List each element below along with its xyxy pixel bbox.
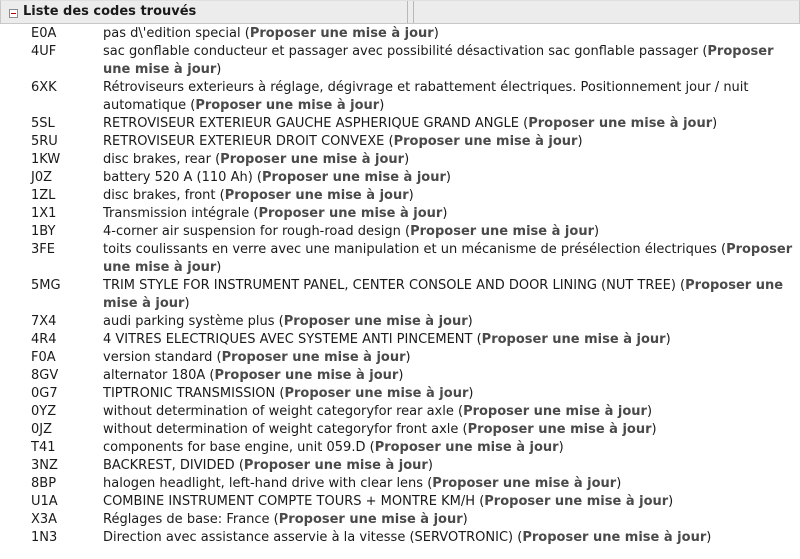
option-description: audi parking système plus: [103, 314, 275, 329]
list-item: [0, 133, 800, 151]
propose-update-link[interactable]: Proposer une mise à jour: [463, 404, 647, 419]
header-divider: [407, 1, 408, 23]
option-code: J0Z: [31, 170, 53, 185]
panel-title: Liste des codes trouvés: [23, 4, 197, 19]
option-description: battery 520 A (110 Ah): [103, 170, 253, 185]
list-item: [0, 115, 800, 133]
option-description-cell: TRIM STYLE FOR INSTRUMENT PANEL, CENTER CONSOLE AND DOOR LINING (NUT TREE) (Proposer une mise à jour): [103, 278, 784, 311]
option-code: 1BY: [31, 224, 56, 239]
option-code: F0A: [31, 350, 56, 365]
option-code: 4R4: [31, 332, 57, 347]
option-description: without determination of weight categoryfor front axle: [103, 422, 459, 437]
propose-update-link[interactable]: Proposer une mise à jour: [283, 314, 468, 329]
list-item: [0, 511, 800, 529]
list-item: [0, 349, 800, 367]
option-description: pas d\'edition special: [103, 26, 241, 41]
propose-update-link[interactable]: Proposer une mise à jour: [262, 170, 446, 185]
option-description-cell: halogen headlight, left-hand drive with clear lens (Proposer une mise à jour): [103, 476, 622, 491]
propose-update-link[interactable]: Proposer une mise à jour: [224, 188, 409, 203]
option-code: 3NZ: [31, 458, 58, 473]
header-divider: [413, 1, 414, 23]
option-description-cell: audi parking système plus (Proposer une mise à jour): [103, 314, 473, 329]
option-description: 4 VITRES ELECTRIQUES AVEC SYSTEME ANTI PINCEMENT: [103, 332, 473, 347]
option-description-cell: toits coulissants en verre avec une manipulation et un mécanisme de présélection électriques (Proposer une mise à jour): [103, 242, 793, 275]
list-item: [0, 43, 800, 79]
option-code: 8BP: [31, 476, 57, 491]
list-item: [0, 169, 800, 187]
list-item: [0, 241, 800, 277]
option-code: 1N3: [31, 530, 58, 545]
list-item: [0, 331, 800, 349]
propose-update-link[interactable]: Proposer une mise à jour: [103, 44, 774, 77]
propose-update-link[interactable]: Proposer une mise à jour: [432, 476, 617, 491]
option-code: 3FE: [31, 242, 55, 257]
option-description-cell: sac gonflable conducteur et passager avec possibilité désactivation sac gonflable passager (Proposer une mise à jour): [103, 44, 774, 77]
propose-update-link[interactable]: Proposer une mise à jour: [467, 422, 652, 437]
option-code: 1KW: [31, 152, 61, 167]
option-code: 0JZ: [31, 422, 53, 437]
list-item: [0, 25, 800, 43]
option-description: halogen headlight, left-hand drive with clear lens: [103, 476, 424, 491]
list-item: [0, 223, 800, 241]
option-description-cell: battery 520 A (110 Ah) (Proposer une mise à jour): [103, 170, 451, 185]
propose-update-link[interactable]: Proposer une mise à jour: [484, 494, 669, 509]
option-description-cell: version standard (Proposer une mise à jour): [103, 350, 411, 365]
option-description: Rétroviseurs exterieurs à réglage, dégivrage et rabattement électriques. Positionnement jour / nuit automatique: [103, 80, 749, 113]
propose-update-link[interactable]: Proposer une mise à jour: [221, 350, 406, 365]
option-description-cell: RETROVISEUR EXTERIEUR DROIT CONVEXE (Proposer une mise à jour): [103, 134, 583, 149]
option-description: 4-corner air suspension for rough-road design: [103, 224, 401, 239]
list-item: [0, 475, 800, 493]
list-item: [0, 529, 800, 547]
list-item: [0, 493, 800, 511]
option-description: without determination of weight categoryfor rear axle: [103, 404, 454, 419]
option-description-cell: TIPTRONIC TRANSMISSION (Proposer une mise à jour): [103, 386, 474, 401]
option-code: 7X4: [31, 314, 57, 329]
propose-update-link[interactable]: Proposer une mise à jour: [103, 278, 784, 311]
propose-update-link[interactable]: Proposer une mise à jour: [393, 134, 578, 149]
propose-update-link[interactable]: Proposer une mise à jour: [258, 206, 443, 221]
option-code: 0G7: [31, 386, 58, 401]
propose-update-link[interactable]: Proposer une mise à jour: [243, 458, 428, 473]
list-item: [0, 421, 800, 439]
option-code: 8GV: [31, 368, 59, 383]
option-description-cell: RETROVISEUR EXTERIEUR GAUCHE ASPHERIQUE GRAND ANGLE (Proposer une mise à jour): [103, 116, 718, 131]
propose-update-link[interactable]: Proposer une mise à jour: [522, 530, 707, 545]
list-item: [0, 313, 800, 331]
list-item: [0, 385, 800, 403]
option-description-cell: components for base engine, unit 059.D (Proposer une mise à jour): [103, 440, 564, 455]
option-code: T41: [31, 440, 56, 455]
option-description: TIPTRONIC TRANSMISSION: [103, 386, 276, 401]
list-item: [0, 457, 800, 475]
propose-update-link[interactable]: Proposer une mise à jour: [214, 368, 399, 383]
option-description: Réglages de base: France: [103, 512, 270, 527]
option-code: E0A: [31, 26, 57, 41]
option-description-cell: 4 VITRES ELECTRIQUES AVEC SYSTEME ANTI PINCEMENT (Proposer une mise à jour): [103, 332, 671, 347]
option-description: alternator 180A: [103, 368, 206, 383]
option-description-cell: disc brakes, rear (Proposer une mise à jour): [103, 152, 410, 167]
option-description: toits coulissants en verre avec une manipulation et un mécanisme de présélection électriques: [103, 242, 717, 257]
propose-update-link[interactable]: Proposer une mise à jour: [528, 116, 713, 131]
option-description-cell: alternator 180A (Proposer une mise à jour): [103, 368, 404, 383]
propose-update-link[interactable]: Proposer une mise à jour: [374, 440, 559, 455]
option-description-cell: BACKREST, DIVIDED (Proposer une mise à jour): [103, 458, 433, 473]
option-description-cell: without determination of weight categoryfor rear axle (Proposer une mise à jour): [103, 404, 653, 419]
option-code: X3A: [31, 512, 58, 527]
option-code: 6XK: [31, 80, 57, 95]
option-description-cell: Réglages de base: France (Proposer une mise à jour): [103, 512, 468, 527]
option-code: 1ZL: [31, 188, 56, 203]
list-item: [0, 187, 800, 205]
option-description: disc brakes, front: [103, 188, 216, 203]
list-item: [0, 151, 800, 169]
list-item: [0, 205, 800, 223]
option-code: U1A: [31, 494, 58, 509]
list-item: [0, 277, 800, 313]
option-description: Transmission intégrale: [103, 206, 250, 221]
list-item: [0, 79, 800, 115]
option-description: Direction avec assistance asservie à la vitesse (SERVOTRONIC): [103, 530, 514, 545]
option-code: 5MG: [31, 278, 61, 293]
list-item: [0, 403, 800, 421]
list-item: [0, 439, 800, 457]
option-description: BACKREST, DIVIDED: [103, 458, 235, 473]
option-description: version standard: [103, 350, 213, 365]
collapse-icon[interactable]: [9, 9, 18, 18]
option-description-cell: COMBINE INSTRUMENT COMPTE TOURS + MONTRE KM/H (Proposer une mise à jour): [103, 494, 674, 509]
option-description-cell: Direction avec assistance asservie à la vitesse (SERVOTRONIC) (Proposer une mise à jour): [103, 530, 712, 545]
option-code: 0YZ: [31, 404, 57, 419]
option-description: disc brakes, rear: [103, 152, 211, 167]
propose-update-link[interactable]: Proposer une mise à jour: [195, 98, 380, 113]
propose-update-link[interactable]: Proposer une mise à jour: [220, 152, 405, 167]
option-description-cell: pas d\'edition special (Proposer une mise à jour): [103, 26, 439, 41]
option-description-cell: 4-corner air suspension for rough-road design (Proposer une mise à jour): [103, 224, 600, 239]
propose-update-link[interactable]: Proposer une mise à jour: [278, 512, 463, 527]
propose-update-link[interactable]: Proposer une mise à jour: [284, 386, 469, 401]
propose-update-link[interactable]: Proposer une mise à jour: [103, 242, 793, 275]
codes-list: [0, 25, 800, 547]
propose-update-link[interactable]: Proposer une mise à jour: [249, 26, 434, 41]
option-description: sac gonflable conducteur et passager avec possibilité désactivation sac gonflable passager: [103, 44, 699, 59]
option-description: TRIM STYLE FOR INSTRUMENT PANEL, CENTER CONSOLE AND DOOR LINING (NUT TREE): [103, 278, 676, 293]
option-description: RETROVISEUR EXTERIEUR DROIT CONVEXE: [103, 134, 385, 149]
option-description-cell: Rétroviseurs exterieurs à réglage, dégivrage et rabattement électriques. Positionnement jour / nuit automatique (Proposer une mise à jour): [103, 80, 749, 113]
option-description-cell: disc brakes, front (Proposer une mise à jour): [103, 188, 414, 203]
propose-update-link[interactable]: Proposer une mise à jour: [410, 224, 594, 239]
option-description-cell: without determination of weight categoryfor front axle (Proposer une mise à jour): [103, 422, 657, 437]
option-description: components for base engine, unit 059.D: [103, 440, 366, 455]
panel-header: [0, 0, 800, 24]
list-item: [0, 367, 800, 385]
option-description-cell: Transmission intégrale (Proposer une mise à jour): [103, 206, 448, 221]
option-code: 5SL: [31, 116, 55, 131]
option-code: 4UF: [31, 44, 57, 59]
option-code: 1X1: [31, 206, 57, 221]
propose-update-link[interactable]: Proposer une mise à jour: [481, 332, 666, 347]
option-description: COMBINE INSTRUMENT COMPTE TOURS + MONTRE KM/H: [103, 494, 476, 509]
option-description: RETROVISEUR EXTERIEUR GAUCHE ASPHERIQUE GRAND ANGLE: [103, 116, 520, 131]
option-code: 5RU: [31, 134, 58, 149]
